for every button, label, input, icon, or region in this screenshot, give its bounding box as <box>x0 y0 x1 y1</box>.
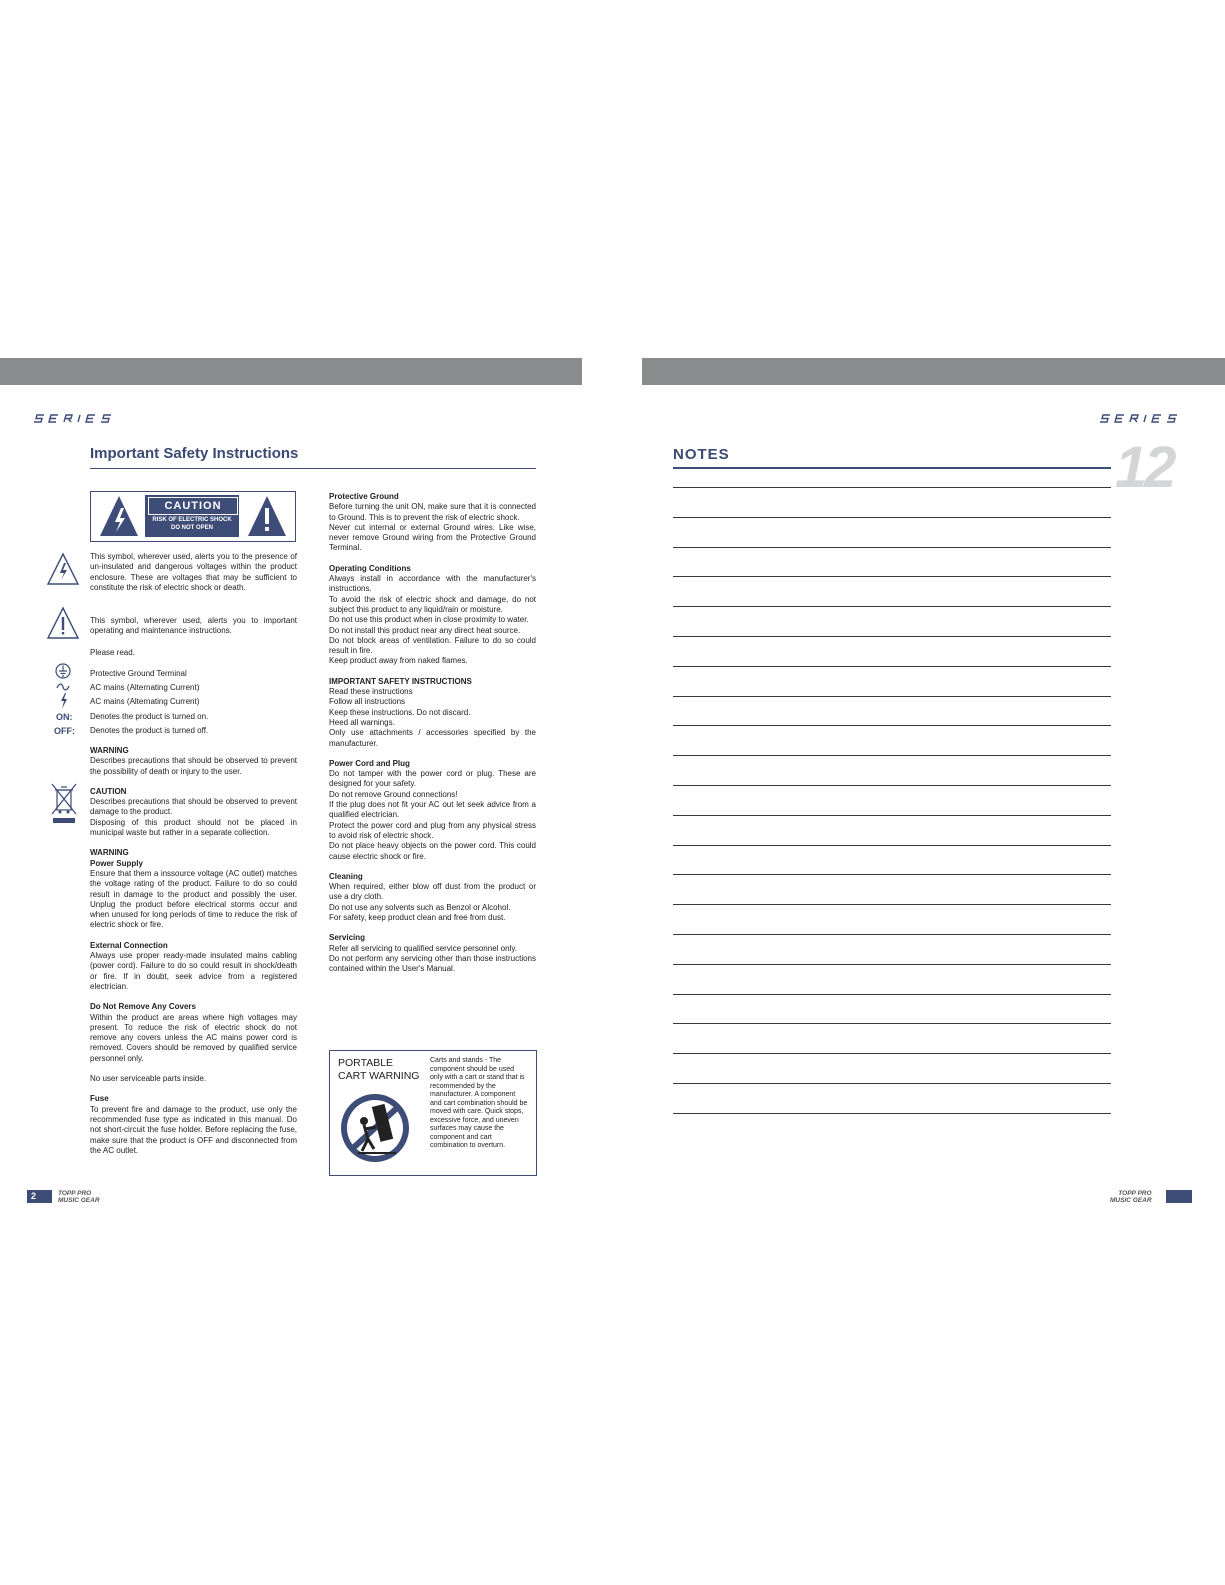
symbol-text-lightning: This symbol, wherever used, alerts you to the presence of un-insulated and dangerous voltages within the product enclosure. These are voltages that may be sufficient to constitute the risk of electric shock or death. <box>90 552 297 592</box>
notes-title-rule <box>673 467 1111 469</box>
fuse-heading: Fuse <box>90 1094 109 1104</box>
weee-bin-icon <box>50 782 78 824</box>
note-line <box>673 755 1111 756</box>
please-read-text: Please read. <box>90 648 135 657</box>
caution-heading-text: CAUTION <box>90 786 127 796</box>
right-header-band <box>642 358 1225 385</box>
ground-icon <box>55 663 71 679</box>
note-line <box>673 904 1111 905</box>
page-number: 2 <box>31 1191 37 1201</box>
note-line <box>673 606 1111 607</box>
symbol-text-ac-2: AC mains (Alternating Current) <box>90 697 200 706</box>
notes-title: NOTES <box>673 446 730 463</box>
right-section-line: When required, either blow off dust from the product or use a dry cloth. <box>329 882 536 902</box>
right-section-line: Before turning the unit ON, make sure that it is connected to Ground. This is to prevent the risk of electric shock. <box>329 502 536 522</box>
right-section-line: Read these instructions <box>329 687 413 697</box>
power-supply-heading: Power Supply <box>90 858 143 868</box>
right-section-line: Follow all instructions <box>329 697 406 707</box>
symbol-text-exclamation: This symbol, wherever used, alerts you to important operating and maintenance instructions. <box>90 616 297 636</box>
right-section <box>329 677 536 749</box>
lightning-triangle-icon <box>98 494 140 538</box>
note-line <box>673 576 1111 577</box>
page-number-box-right <box>1166 1190 1192 1203</box>
right-section-line: If the plug does not fit your AC out let seek advice from a qualified electrician. <box>329 800 536 820</box>
caution-box <box>90 491 296 542</box>
right-section-line: Refer all servicing to qualified service personnel only. <box>329 943 517 953</box>
right-section-line: Always install in accordance with the manufacturer's instructions. <box>329 574 536 594</box>
series-logo-left <box>34 413 126 424</box>
title-rule <box>90 468 536 469</box>
caution-heading: CAUTION <box>148 497 238 515</box>
off-label: OFF: <box>54 726 75 736</box>
footer-logo-line2: MUSIC GEAR <box>58 1197 100 1204</box>
right-section-line: Do not use this product when in close proximity to water. <box>329 615 529 625</box>
left-header-band <box>0 358 582 385</box>
cart-warning-title-2: CART WARNING <box>338 1070 420 1082</box>
right-section <box>329 759 536 862</box>
right-column-sections <box>329 492 536 984</box>
warning-section <box>90 746 297 777</box>
warning-text: Describes precautions that should be observed to prevent the possibility of death or injury to the user. <box>90 756 297 776</box>
note-line <box>673 815 1111 816</box>
exclamation-triangle-icon <box>246 494 288 538</box>
note-line <box>673 487 1111 488</box>
right-section <box>329 492 536 554</box>
fuse-section <box>90 1094 297 1156</box>
right-section-line: Do not block areas of ventilation. Failure to do so could result in fire. <box>329 635 536 656</box>
symbol-text-on: Denotes the product is turned on. <box>90 712 209 721</box>
note-line <box>673 696 1111 697</box>
right-section <box>329 933 536 974</box>
footer-logo-line1: TOPP PRO <box>58 1190 92 1197</box>
note-line <box>673 964 1111 965</box>
external-connection-heading: External Connection <box>90 940 168 950</box>
note-line <box>673 994 1111 995</box>
warning2-heading: WARNING <box>90 848 129 858</box>
footer-logo-left <box>58 1190 100 1204</box>
tilde-icon <box>56 682 70 692</box>
note-line <box>673 845 1111 846</box>
fuse-text: To prevent fire and damage to the product, use only the recommended fuse type as indicated in this manual. Do not short-circuit the fuse holder. Before replacing the fuse, make sure that the product is OFF and disconnected from the AC outlet. <box>90 1104 297 1155</box>
caution-text: Describes precautions that should be observed to prevent damage to the product. <box>90 797 297 817</box>
power-supply-section <box>90 848 297 930</box>
right-section-line: Only use attachments / accessories specified by the manufacturer. <box>329 728 536 748</box>
footer-logo-line1: TOPP PRO <box>1118 1190 1152 1197</box>
note-line <box>673 874 1111 875</box>
lightning-icon <box>58 692 70 710</box>
symbol-text-off: Denotes the product is turned off. <box>90 726 209 735</box>
disposal-text: Disposing of this product should not be placed in municipal waste but rather in a separate collection. <box>90 817 297 838</box>
footer-logo-line2: MUSIC GEAR <box>1110 1197 1152 1204</box>
right-section-line: Keep product away from naked flames. <box>329 656 468 666</box>
series-logo-right <box>1100 413 1192 424</box>
cart-warning-text: Carts and stands - The component should be used only with a cart or stand that is recommended by the manufacturer. A component and cart combination should be moved with care. Quick stops, excessive force, and uneven surfaces may cause the component and cart combination to overturn. <box>430 1057 528 1149</box>
external-connection-text: Always use proper ready-made insulated mains cabling (power cord). Failure to do so could result in shock/death or fire. If in doubt, seek advice from a registered electrician. <box>90 951 297 991</box>
left-column-sections <box>90 746 297 1166</box>
external-connection-section <box>90 941 297 992</box>
caution-line2: DO NOT OPEN <box>170 525 213 531</box>
caution-panel <box>145 495 239 537</box>
power-supply-text: Ensure that them a inssource voltage (AC outlet) matches the voltage rating of the product. Failure to do so could result in damage to the product and possibly the user. Unplug the product before electrical storms occur and when unused for long periods of time to reduce the risk of electric shock or fire. <box>90 868 297 930</box>
note-line <box>673 934 1111 935</box>
note-line <box>673 1113 1111 1114</box>
right-section-heading: Power Cord and Plug <box>329 758 410 768</box>
right-section-heading: Servicing <box>329 933 366 943</box>
right-section-heading: Protective Ground <box>329 492 399 501</box>
symbol-text-ground: Protective Ground Terminal <box>90 669 187 678</box>
note-line <box>673 1023 1111 1024</box>
exclamation-triangle-icon <box>46 606 80 640</box>
cart-warning-title-1: PORTABLE <box>338 1057 394 1069</box>
warning-heading: WARNING <box>90 746 129 755</box>
footer-logo-right <box>1110 1190 1152 1204</box>
note-line <box>673 785 1111 786</box>
right-section-heading: Operating Conditions <box>329 563 411 573</box>
right-section <box>329 872 536 923</box>
covers-heading: Do Not Remove Any Covers <box>90 1002 196 1012</box>
note-line <box>673 517 1111 518</box>
right-section-line: Do not tamper with the power cord or plug. These are designed for your safety. <box>329 769 536 789</box>
symbol-text-ac-1: AC mains (Alternating Current) <box>90 683 200 692</box>
right-section-line: Do not remove Ground connections! <box>329 789 458 799</box>
right-section-line: For safety, keep product clean and free from dust. <box>329 912 506 922</box>
right-section-line: To avoid the risk of electric shock and damage, do not subject this product to any liquid/rain or moisture. <box>329 594 536 614</box>
right-section-line: Do not use any solvents such as Benzol or Alcohol. <box>329 902 511 912</box>
page-number-box <box>27 1190 52 1203</box>
note-line <box>673 725 1111 726</box>
note-line <box>673 666 1111 667</box>
right-section-line: Do not perform any servicing other than those instructions contained within the User's Manual. <box>329 953 536 974</box>
right-section-line: Keep these instructions. Do not discard. <box>329 707 471 717</box>
cart-tip-over-icon <box>338 1091 412 1165</box>
chapter-number: 12 <box>1115 435 1174 500</box>
note-line <box>673 1053 1111 1054</box>
right-section <box>329 564 536 667</box>
caution-section <box>90 787 297 818</box>
on-label: ON: <box>56 712 73 722</box>
lightning-triangle-icon <box>46 552 80 586</box>
right-section-heading: Cleaning <box>329 871 363 881</box>
right-section-line: Never cut internal or external Ground wires. Like wise, never remove Ground wiring from the Protective Ground Terminal. <box>329 522 536 553</box>
right-section-line: Protect the power cord and plug from any physical stress to avoid risk of electric shock. <box>329 820 536 840</box>
note-line <box>673 547 1111 548</box>
note-line <box>673 1083 1111 1084</box>
no-user-parts-text: No user serviceable parts inside. <box>90 1074 207 1084</box>
note-line <box>673 636 1111 637</box>
right-section-line: Heed all warnings. <box>329 717 395 727</box>
covers-text: Within the product are areas where high voltages may present. To reduce the risk of electric shock do not remove any covers unless the AC mains power cord is removed. Covers should be removed by qualified service personnel only. <box>90 1012 297 1063</box>
cart-warning-box <box>329 1050 537 1176</box>
right-section-line: Do not install this product near any direct heat source. <box>329 625 521 635</box>
covers-section <box>90 1002 297 1064</box>
right-section-heading: IMPORTANT SAFETY INSTRUCTIONS <box>329 676 472 686</box>
page-title: Important Safety Instructions <box>90 445 299 462</box>
caution-line1: RISK OF ELECTRIC SHOCK <box>152 517 232 523</box>
right-section-line: Do not place heavy objects on the power cord. This could cause electric shock or fire. <box>329 841 536 861</box>
